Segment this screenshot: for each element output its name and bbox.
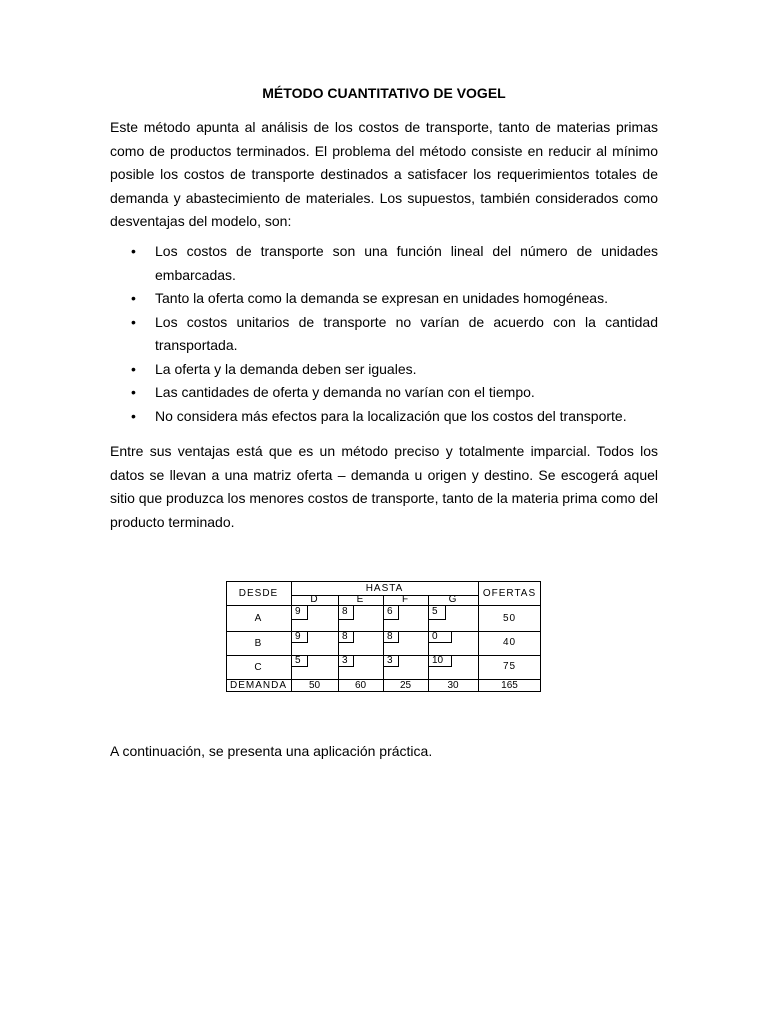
cost-c-d: 5 — [295, 655, 301, 666]
transport-table — [226, 581, 541, 692]
dest-header-d: D — [310, 594, 319, 605]
supply-b: 40 — [502, 637, 517, 648]
cost-a-f: 6 — [387, 606, 393, 617]
header-hasta: HASTA — [365, 583, 404, 594]
advantages-paragraph: Entre sus ventajas está que es un método preciso y totalmente imparcial. Todos los datos se llevan a una matriz oferta – demanda u origen y destino. Se escogerá aquel sitio que produzca los menores costos de transporte, tanto de la materia prima como del producto terminado. — [110, 443, 658, 530]
header-desde: DESDE — [238, 588, 279, 599]
dest-header-g: G — [448, 594, 458, 605]
origin-b: B — [254, 638, 263, 649]
bullet-icon: • — [131, 360, 136, 377]
document-title: MÉTODO CUANTITATIVO DE VOGEL — [262, 85, 506, 101]
bullet-icon: • — [131, 384, 136, 400]
list-item — [110, 358, 658, 382]
list-item-text: Tanto la oferta como la demanda se expresan en unidades homogéneas. — [155, 290, 608, 306]
list-item-text: Los costos de transporte son una función lineal del número de unidades embarcadas. — [155, 243, 658, 283]
list-item — [110, 240, 658, 287]
cost-b-e: 8 — [342, 631, 348, 642]
assumptions-list — [110, 240, 658, 428]
list-item-text: No considera más efectos para la localización que los costos del transporte. — [155, 407, 627, 424]
cost-c-f: 3 — [387, 655, 393, 666]
list-item — [110, 381, 658, 405]
cost-c-e: 3 — [342, 655, 348, 666]
closing-paragraph: A continuación, se presenta una aplicación práctica. — [110, 743, 433, 759]
cost-c-g: 10 — [432, 655, 444, 666]
dest-header-f: F — [401, 594, 410, 605]
list-item-text: Las cantidades de oferta y demanda no varían con el tiempo. — [155, 384, 535, 400]
cost-a-d: 9 — [295, 606, 301, 617]
bullet-icon: • — [131, 243, 136, 259]
list-item — [110, 287, 658, 311]
cost-b-d: 9 — [295, 631, 301, 642]
bullet-icon: • — [131, 290, 136, 306]
origin-a: A — [254, 613, 263, 624]
demand-e: 60 — [354, 680, 367, 691]
header-ofertas: OFERTAS — [482, 588, 537, 599]
demand-label: DEMANDA — [229, 680, 287, 691]
intro-paragraph: Este método apunta al análisis de los costos de transporte, tanto de materias primas como de productos terminados. El problema del método consiste en reducir al mínimo posible los costos de transporte destinados a satisfacer los requerimientos totales de demanda y abastecimiento de materiales. Los supuestos, también considerados como desventajas del modelo, son: — [110, 119, 658, 229]
demand-total: 165 — [501, 680, 518, 691]
demand-d: 50 — [308, 680, 321, 691]
dest-header-e: E — [356, 594, 365, 605]
bullet-icon: • — [131, 313, 136, 330]
list-item-text: La oferta y la demanda deben ser iguales. — [155, 360, 417, 377]
cost-b-f: 8 — [387, 631, 393, 642]
origin-c: C — [254, 662, 263, 673]
supply-a: 50 — [502, 613, 517, 624]
list-item — [110, 405, 658, 429]
list-item — [110, 311, 658, 358]
cost-b-g: 0 — [432, 631, 438, 642]
cost-a-g: 5 — [432, 606, 438, 617]
list-item-text: Los costos unitarios de transporte no varían de acuerdo con la cantidad transportada. — [155, 313, 658, 353]
cost-a-e: 8 — [342, 606, 348, 617]
demand-f: 25 — [399, 680, 412, 691]
supply-c: 75 — [502, 661, 517, 672]
demand-g: 30 — [447, 680, 459, 691]
bullet-icon: • — [131, 407, 136, 424]
